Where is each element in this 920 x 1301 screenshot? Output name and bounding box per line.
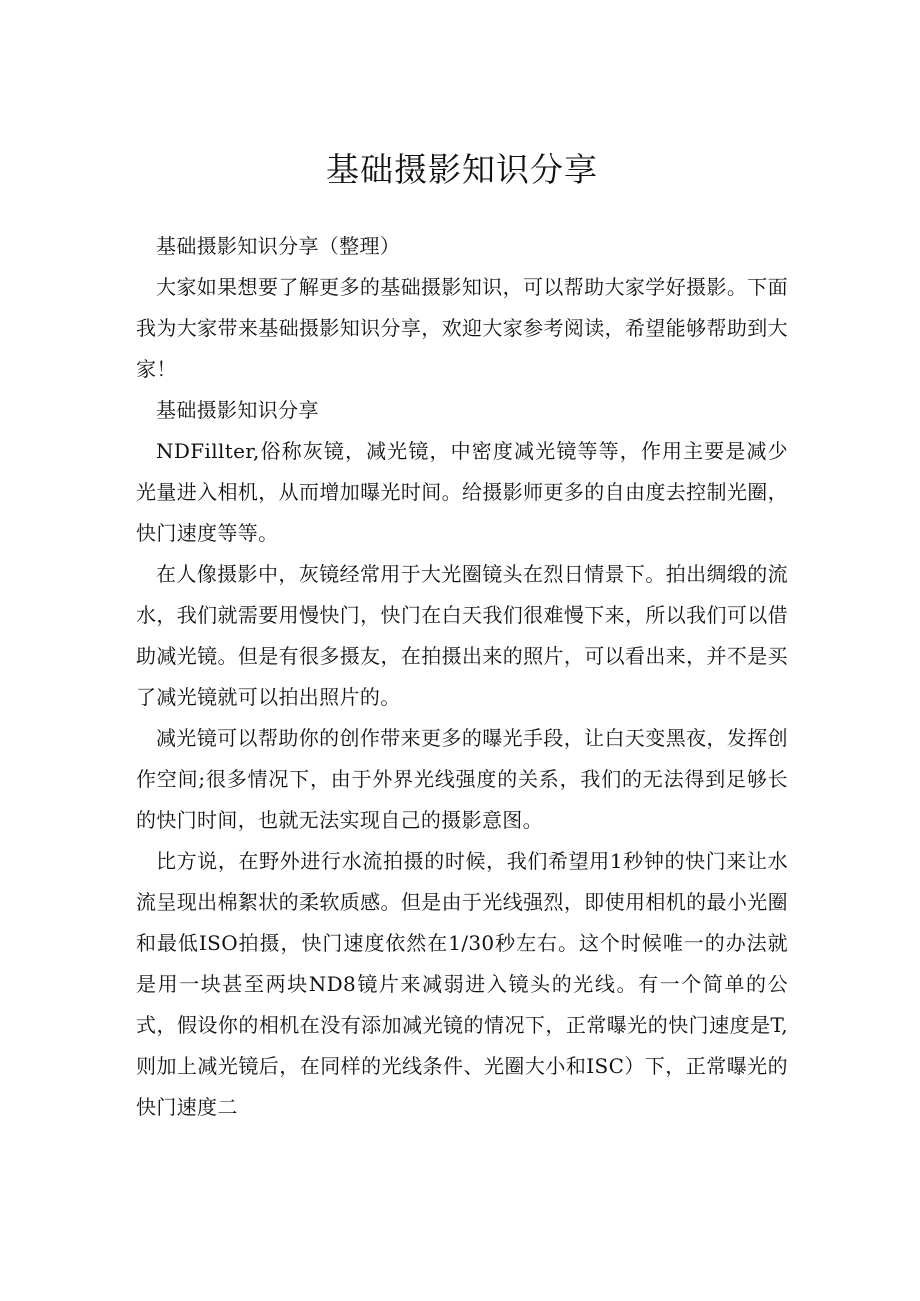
section-heading-paragraph: 基础摄影知识分享: [156, 398, 319, 422]
nd-filter-definition-paragraph: NDFillter,俗称灰镜，减光镜，中密度减光镜等等，作用主要是减少光量进入相机，从而增加曝光时间。给摄影师更多的自由度去控制光圈，快门速度等等。: [136, 439, 788, 545]
document-body: [136, 226, 788, 1128]
subtitle-paragraph: 基础摄影知识分享（整理）: [156, 234, 401, 258]
document-title: 基础摄影知识分享: [326, 150, 598, 189]
portrait-usage-paragraph: 在人像摄影中，灰镜经常用于大光圈镜头在烈日情景下。拍出绸缎的流水，我们就需要用慢快门，快门在白天我们很难慢下来，所以我们可以借助减光镜。但是有很多摄友，在拍摄出来的照片，可以看出来，并不是买了减光镜就可以拍出照片的。: [136, 562, 788, 709]
intro-paragraph: 大家如果想要了解更多的基础摄影知识，可以帮助大家学好摄影。下面我为大家带来基础摄影知识分享，欢迎大家参考阅读，希望能够帮助到大家！: [136, 275, 788, 381]
water-flow-example-paragraph: 比方说，在野外进行水流拍摄的时候，我们希望用1秒钟的快门来让水流呈现出棉絮状的柔软质感。但是由于光线强烈，即使用相机的最小光圈和最低ISO拍摄，快门速度依然在1/30秒左右。这个时候唯一的办法就是用一块甚至两块ND8镜片来减弱进入镜头的光线。有一个简单的公式，假设你的相机在没有添加减光镜的情况下，正常曝光的快门速度是T,则加上减光镜后，在同样的光线条件、光圈大小和ISC）下，正常曝光的快门速度二: [136, 849, 788, 1119]
creative-benefit-paragraph: 减光镜可以帮助你的创作带来更多的曝光手段，让白天变黑夜，发挥创作空间;很多情况下，由于外界光线强度的关系，我们的无法得到足够长的快门时间，也就无法实现自己的摄影意图。: [136, 726, 788, 832]
